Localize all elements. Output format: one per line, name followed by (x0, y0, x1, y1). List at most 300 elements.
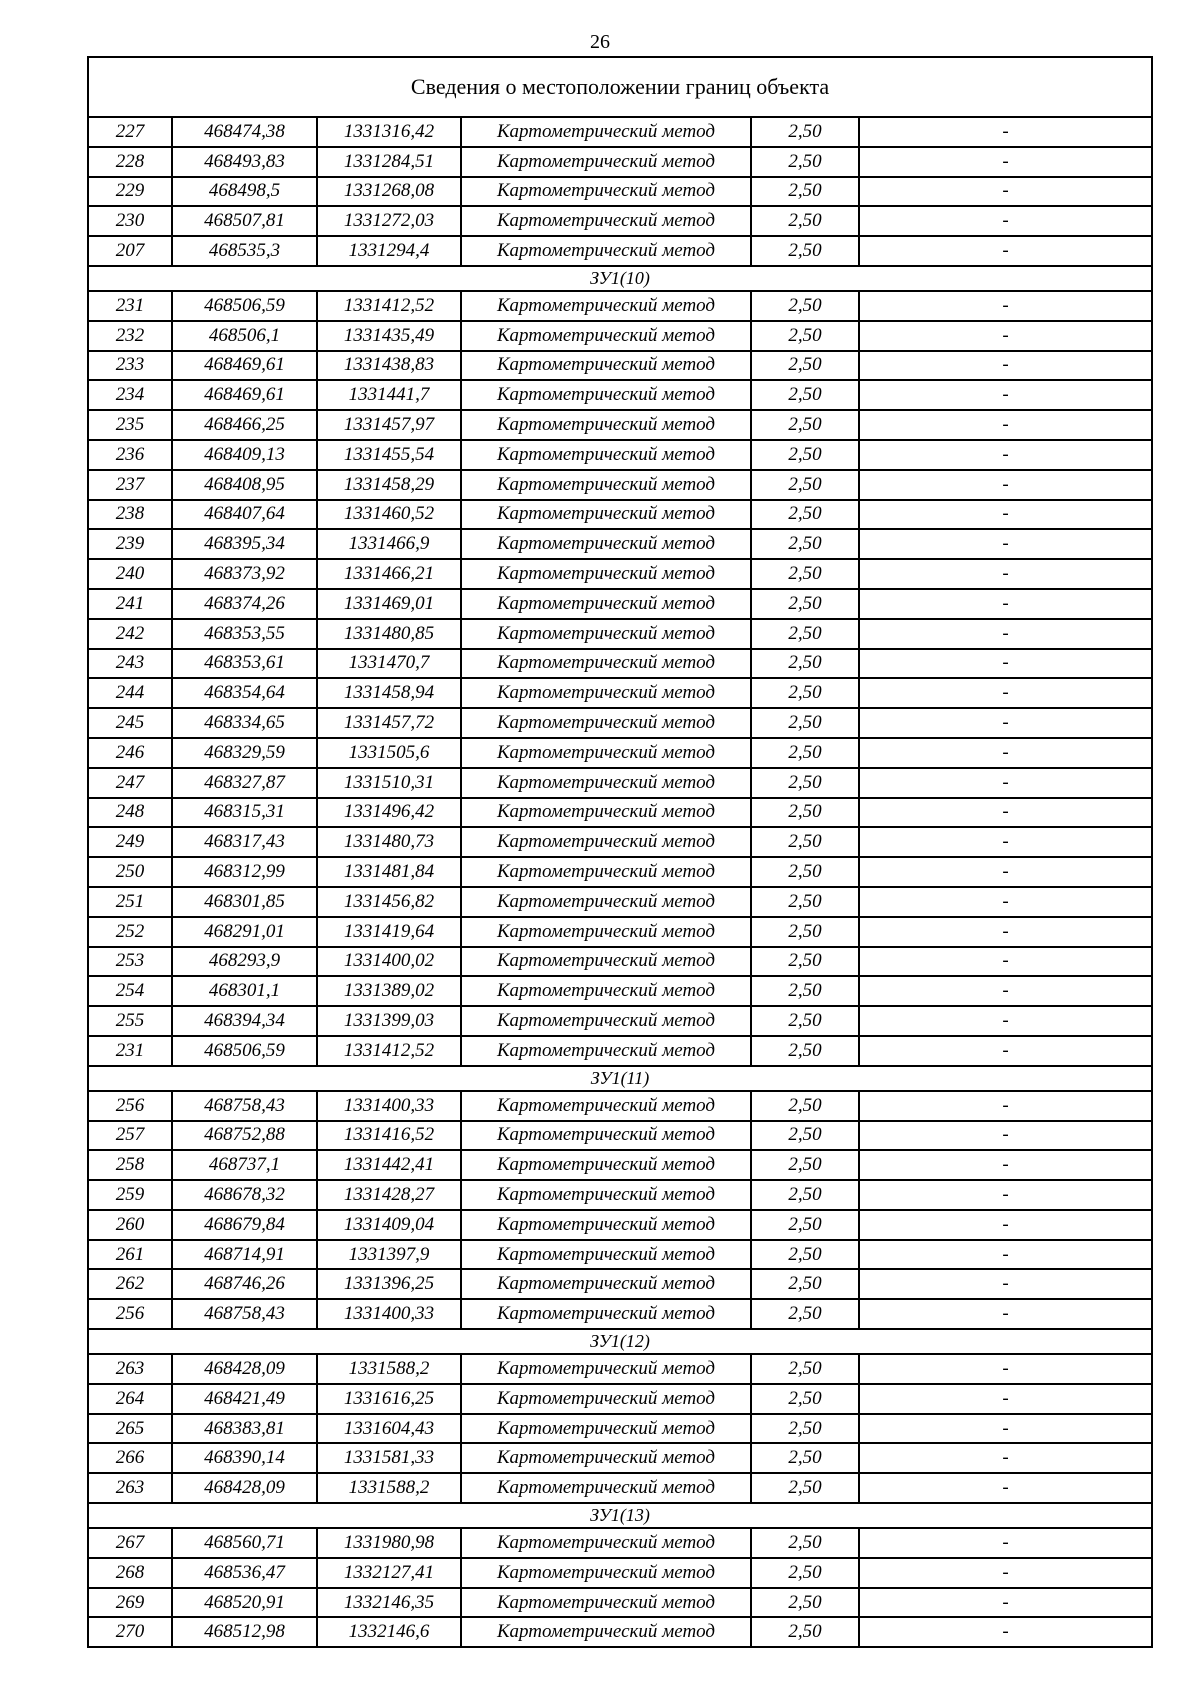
x-coordinate-cell: 468506,59 (172, 1036, 317, 1066)
x-coordinate-cell: 468758,43 (172, 1299, 317, 1329)
accuracy-cell: 2,50 (751, 887, 859, 917)
method-cell: Картометрический метод (461, 559, 751, 589)
method-cell: Картометрический метод (461, 619, 751, 649)
description-cell: - (859, 1210, 1152, 1240)
accuracy-cell: 2,50 (751, 1121, 859, 1151)
y-coordinate-cell: 1331397,9 (317, 1240, 461, 1270)
method-cell: Картометрический метод (461, 147, 751, 177)
section-label: ЗУ1(11) (88, 1066, 1152, 1091)
x-coordinate-cell: 468560,71 (172, 1528, 317, 1558)
description-cell: - (859, 1558, 1152, 1588)
table-row (88, 619, 1152, 649)
y-coordinate-cell: 1331980,98 (317, 1528, 461, 1558)
method-cell: Картометрический метод (461, 917, 751, 947)
table-row (88, 1354, 1152, 1384)
x-coordinate-cell: 468493,83 (172, 147, 317, 177)
method-cell: Картометрический метод (461, 1269, 751, 1299)
table-row (88, 798, 1152, 828)
method-cell: Картометрический метод (461, 1150, 751, 1180)
table-row (88, 559, 1152, 589)
description-cell: - (859, 236, 1152, 266)
point-number-cell: 263 (88, 1473, 172, 1503)
y-coordinate-cell: 1331400,33 (317, 1091, 461, 1121)
accuracy-cell: 2,50 (751, 917, 859, 947)
method-cell: Картометрический метод (461, 768, 751, 798)
method-cell: Картометрический метод (461, 291, 751, 321)
description-cell: - (859, 410, 1152, 440)
description-cell: - (859, 117, 1152, 147)
table-row (88, 827, 1152, 857)
table-row (88, 857, 1152, 887)
x-coordinate-cell: 468353,55 (172, 619, 317, 649)
description-cell: - (859, 1414, 1152, 1444)
accuracy-cell: 2,50 (751, 1091, 859, 1121)
method-cell: Картометрический метод (461, 1240, 751, 1270)
accuracy-cell: 2,50 (751, 291, 859, 321)
description-cell: - (859, 649, 1152, 679)
y-coordinate-cell: 1331457,72 (317, 708, 461, 738)
method-cell: Картометрический метод (461, 1091, 751, 1121)
point-number-cell: 230 (88, 206, 172, 236)
accuracy-cell: 2,50 (751, 470, 859, 500)
method-cell: Картометрический метод (461, 678, 751, 708)
table-row (88, 1150, 1152, 1180)
accuracy-cell: 2,50 (751, 649, 859, 679)
x-coordinate-cell: 468536,47 (172, 1558, 317, 1588)
x-coordinate-cell: 468390,14 (172, 1443, 317, 1473)
table-row (88, 529, 1152, 559)
point-number-cell: 238 (88, 500, 172, 530)
y-coordinate-cell: 1331316,42 (317, 117, 461, 147)
y-coordinate-cell: 1331458,29 (317, 470, 461, 500)
description-cell: - (859, 798, 1152, 828)
y-coordinate-cell: 1331456,82 (317, 887, 461, 917)
table-row (88, 1240, 1152, 1270)
y-coordinate-cell: 1331581,33 (317, 1443, 461, 1473)
x-coordinate-cell: 468301,85 (172, 887, 317, 917)
method-cell: Картометрический метод (461, 827, 751, 857)
y-coordinate-cell: 1331604,43 (317, 1414, 461, 1444)
description-cell: - (859, 1473, 1152, 1503)
point-number-cell: 240 (88, 559, 172, 589)
description-cell: - (859, 470, 1152, 500)
table-row (88, 1414, 1152, 1444)
table-row (88, 917, 1152, 947)
description-cell: - (859, 857, 1152, 887)
description-cell: - (859, 1150, 1152, 1180)
point-number-cell: 270 (88, 1617, 172, 1647)
point-number-cell: 266 (88, 1443, 172, 1473)
section-header-row (88, 266, 1152, 291)
description-cell: - (859, 1121, 1152, 1151)
description-cell: - (859, 947, 1152, 977)
y-coordinate-cell: 1331457,97 (317, 410, 461, 440)
x-coordinate-cell: 468327,87 (172, 768, 317, 798)
point-number-cell: 228 (88, 147, 172, 177)
accuracy-cell: 2,50 (751, 1588, 859, 1618)
table-row (88, 887, 1152, 917)
table-body (88, 57, 1152, 1647)
table-row (88, 589, 1152, 619)
method-cell: Картометрический метод (461, 1180, 751, 1210)
point-number-cell: 232 (88, 321, 172, 351)
table-title-row (88, 57, 1152, 117)
description-cell: - (859, 529, 1152, 559)
y-coordinate-cell: 1331466,21 (317, 559, 461, 589)
table-row (88, 1036, 1152, 1066)
y-coordinate-cell: 1331460,52 (317, 500, 461, 530)
x-coordinate-cell: 468374,26 (172, 589, 317, 619)
description-cell: - (859, 1091, 1152, 1121)
table-row (88, 1091, 1152, 1121)
method-cell: Картометрический метод (461, 589, 751, 619)
method-cell: Картометрический метод (461, 351, 751, 381)
table-row (88, 1006, 1152, 1036)
description-cell: - (859, 1006, 1152, 1036)
accuracy-cell: 2,50 (751, 798, 859, 828)
x-coordinate-cell: 468383,81 (172, 1414, 317, 1444)
table-row (88, 1473, 1152, 1503)
method-cell: Картометрический метод (461, 1210, 751, 1240)
description-cell: - (859, 619, 1152, 649)
y-coordinate-cell: 1331496,42 (317, 798, 461, 828)
y-coordinate-cell: 1331268,08 (317, 177, 461, 207)
description-cell: - (859, 1180, 1152, 1210)
description-cell: - (859, 1299, 1152, 1329)
point-number-cell: 260 (88, 1210, 172, 1240)
point-number-cell: 235 (88, 410, 172, 440)
section-header-row (88, 1329, 1152, 1354)
method-cell: Картометрический метод (461, 798, 751, 828)
accuracy-cell: 2,50 (751, 236, 859, 266)
accuracy-cell: 2,50 (751, 1558, 859, 1588)
x-coordinate-cell: 468428,09 (172, 1354, 317, 1384)
y-coordinate-cell: 1331481,84 (317, 857, 461, 887)
table-row (88, 380, 1152, 410)
point-number-cell: 259 (88, 1180, 172, 1210)
accuracy-cell: 2,50 (751, 351, 859, 381)
y-coordinate-cell: 1331616,25 (317, 1384, 461, 1414)
table-row (88, 708, 1152, 738)
description-cell: - (859, 708, 1152, 738)
accuracy-cell: 2,50 (751, 1269, 859, 1299)
x-coordinate-cell: 468408,95 (172, 470, 317, 500)
x-coordinate-cell: 468353,61 (172, 649, 317, 679)
y-coordinate-cell: 1331442,41 (317, 1150, 461, 1180)
accuracy-cell: 2,50 (751, 947, 859, 977)
accuracy-cell: 2,50 (751, 738, 859, 768)
description-cell: - (859, 177, 1152, 207)
table-title: Сведения о местоположении границ объекта (88, 57, 1152, 117)
description-cell: - (859, 768, 1152, 798)
table-row (88, 1528, 1152, 1558)
accuracy-cell: 2,50 (751, 1384, 859, 1414)
description-cell: - (859, 1528, 1152, 1558)
accuracy-cell: 2,50 (751, 206, 859, 236)
table-row (88, 1210, 1152, 1240)
description-cell: - (859, 351, 1152, 381)
x-coordinate-cell: 468469,61 (172, 351, 317, 381)
x-coordinate-cell: 468752,88 (172, 1121, 317, 1151)
section-label: ЗУ1(12) (88, 1329, 1152, 1354)
point-number-cell: 253 (88, 947, 172, 977)
point-number-cell: 251 (88, 887, 172, 917)
y-coordinate-cell: 1331400,02 (317, 947, 461, 977)
description-cell: - (859, 589, 1152, 619)
accuracy-cell: 2,50 (751, 619, 859, 649)
description-cell: - (859, 917, 1152, 947)
y-coordinate-cell: 1332127,41 (317, 1558, 461, 1588)
accuracy-cell: 2,50 (751, 827, 859, 857)
point-number-cell: 258 (88, 1150, 172, 1180)
method-cell: Картометрический метод (461, 649, 751, 679)
method-cell: Картометрический метод (461, 738, 751, 768)
description-cell: - (859, 1443, 1152, 1473)
table-row (88, 410, 1152, 440)
method-cell: Картометрический метод (461, 1558, 751, 1588)
page-number: 26 (590, 31, 610, 53)
method-cell: Картометрический метод (461, 440, 751, 470)
y-coordinate-cell: 1331389,02 (317, 976, 461, 1006)
table-row (88, 1588, 1152, 1618)
description-cell: - (859, 738, 1152, 768)
method-cell: Картометрический метод (461, 117, 751, 147)
method-cell: Картометрический метод (461, 1006, 751, 1036)
description-cell: - (859, 1588, 1152, 1618)
description-cell: - (859, 321, 1152, 351)
method-cell: Картометрический метод (461, 206, 751, 236)
x-coordinate-cell: 468758,43 (172, 1091, 317, 1121)
method-cell: Картометрический метод (461, 1384, 751, 1414)
accuracy-cell: 2,50 (751, 1299, 859, 1329)
section-header-row (88, 1503, 1152, 1528)
point-number-cell: 236 (88, 440, 172, 470)
point-number-cell: 265 (88, 1414, 172, 1444)
table-row (88, 351, 1152, 381)
table-row (88, 1558, 1152, 1588)
point-number-cell: 239 (88, 529, 172, 559)
point-number-cell: 252 (88, 917, 172, 947)
y-coordinate-cell: 1331400,33 (317, 1299, 461, 1329)
accuracy-cell: 2,50 (751, 440, 859, 470)
table-row (88, 206, 1152, 236)
method-cell: Картометрический метод (461, 321, 751, 351)
y-coordinate-cell: 1331588,2 (317, 1473, 461, 1503)
y-coordinate-cell: 1331510,31 (317, 768, 461, 798)
accuracy-cell: 2,50 (751, 857, 859, 887)
method-cell: Картометрический метод (461, 1588, 751, 1618)
description-cell: - (859, 1240, 1152, 1270)
x-coordinate-cell: 468421,49 (172, 1384, 317, 1414)
table-row (88, 768, 1152, 798)
description-cell: - (859, 1617, 1152, 1647)
accuracy-cell: 2,50 (751, 117, 859, 147)
description-cell: - (859, 147, 1152, 177)
point-number-cell: 268 (88, 1558, 172, 1588)
point-number-cell: 246 (88, 738, 172, 768)
table-row (88, 678, 1152, 708)
accuracy-cell: 2,50 (751, 559, 859, 589)
description-cell: - (859, 1384, 1152, 1414)
boundary-table (87, 56, 1153, 1648)
point-number-cell: 233 (88, 351, 172, 381)
table-row (88, 738, 1152, 768)
description-cell: - (859, 827, 1152, 857)
table-row (88, 1299, 1152, 1329)
table-row (88, 1617, 1152, 1647)
point-number-cell: 242 (88, 619, 172, 649)
table-row (88, 1180, 1152, 1210)
y-coordinate-cell: 1331294,4 (317, 236, 461, 266)
table-row (88, 291, 1152, 321)
method-cell: Картометрический метод (461, 470, 751, 500)
x-coordinate-cell: 468394,34 (172, 1006, 317, 1036)
y-coordinate-cell: 1331272,03 (317, 206, 461, 236)
y-coordinate-cell: 1331419,64 (317, 917, 461, 947)
y-coordinate-cell: 1331455,54 (317, 440, 461, 470)
accuracy-cell: 2,50 (751, 1443, 859, 1473)
accuracy-cell: 2,50 (751, 321, 859, 351)
accuracy-cell: 2,50 (751, 1180, 859, 1210)
method-cell: Картометрический метод (461, 1443, 751, 1473)
accuracy-cell: 2,50 (751, 177, 859, 207)
point-number-cell: 263 (88, 1354, 172, 1384)
accuracy-cell: 2,50 (751, 1617, 859, 1647)
point-number-cell: 244 (88, 678, 172, 708)
x-coordinate-cell: 468317,43 (172, 827, 317, 857)
point-number-cell: 256 (88, 1299, 172, 1329)
point-number-cell: 269 (88, 1588, 172, 1618)
method-cell: Картометрический метод (461, 1617, 751, 1647)
x-coordinate-cell: 468474,38 (172, 117, 317, 147)
x-coordinate-cell: 468498,5 (172, 177, 317, 207)
description-cell: - (859, 291, 1152, 321)
y-coordinate-cell: 1331399,03 (317, 1006, 461, 1036)
x-coordinate-cell: 468679,84 (172, 1210, 317, 1240)
method-cell: Картометрический метод (461, 1299, 751, 1329)
x-coordinate-cell: 468301,1 (172, 976, 317, 1006)
description-cell: - (859, 1269, 1152, 1299)
accuracy-cell: 2,50 (751, 1528, 859, 1558)
x-coordinate-cell: 468506,59 (172, 291, 317, 321)
point-number-cell: 255 (88, 1006, 172, 1036)
point-number-cell: 264 (88, 1384, 172, 1414)
accuracy-cell: 2,50 (751, 1036, 859, 1066)
accuracy-cell: 2,50 (751, 529, 859, 559)
x-coordinate-cell: 468312,99 (172, 857, 317, 887)
point-number-cell: 250 (88, 857, 172, 887)
point-number-cell: 245 (88, 708, 172, 738)
description-cell: - (859, 678, 1152, 708)
x-coordinate-cell: 468329,59 (172, 738, 317, 768)
description-cell: - (859, 1354, 1152, 1384)
point-number-cell: 231 (88, 1036, 172, 1066)
accuracy-cell: 2,50 (751, 976, 859, 1006)
y-coordinate-cell: 1331466,9 (317, 529, 461, 559)
point-number-cell: 254 (88, 976, 172, 1006)
x-coordinate-cell: 468291,01 (172, 917, 317, 947)
y-coordinate-cell: 1331412,52 (317, 1036, 461, 1066)
y-coordinate-cell: 1331428,27 (317, 1180, 461, 1210)
y-coordinate-cell: 1332146,6 (317, 1617, 461, 1647)
y-coordinate-cell: 1331480,85 (317, 619, 461, 649)
point-number-cell: 237 (88, 470, 172, 500)
description-cell: - (859, 206, 1152, 236)
method-cell: Картометрический метод (461, 1473, 751, 1503)
method-cell: Картометрический метод (461, 857, 751, 887)
method-cell: Картометрический метод (461, 1354, 751, 1384)
y-coordinate-cell: 1331438,83 (317, 351, 461, 381)
x-coordinate-cell: 468512,98 (172, 1617, 317, 1647)
method-cell: Картометрический метод (461, 947, 751, 977)
x-coordinate-cell: 468746,26 (172, 1269, 317, 1299)
accuracy-cell: 2,50 (751, 380, 859, 410)
point-number-cell: 227 (88, 117, 172, 147)
table-row (88, 470, 1152, 500)
table-row (88, 947, 1152, 977)
description-cell: - (859, 500, 1152, 530)
accuracy-cell: 2,50 (751, 1240, 859, 1270)
table-row (88, 500, 1152, 530)
x-coordinate-cell: 468407,64 (172, 500, 317, 530)
y-coordinate-cell: 1331480,73 (317, 827, 461, 857)
table-row (88, 1443, 1152, 1473)
accuracy-cell: 2,50 (751, 1473, 859, 1503)
method-cell: Картометрический метод (461, 500, 751, 530)
table-row (88, 236, 1152, 266)
point-number-cell: 241 (88, 589, 172, 619)
method-cell: Картометрический метод (461, 887, 751, 917)
accuracy-cell: 2,50 (751, 768, 859, 798)
x-coordinate-cell: 468428,09 (172, 1473, 317, 1503)
description-cell: - (859, 440, 1152, 470)
method-cell: Картометрический метод (461, 177, 751, 207)
method-cell: Картометрический метод (461, 976, 751, 1006)
table-row (88, 147, 1152, 177)
accuracy-cell: 2,50 (751, 1006, 859, 1036)
x-coordinate-cell: 468678,32 (172, 1180, 317, 1210)
accuracy-cell: 2,50 (751, 589, 859, 619)
x-coordinate-cell: 468506,1 (172, 321, 317, 351)
point-number-cell: 234 (88, 380, 172, 410)
y-coordinate-cell: 1331435,49 (317, 321, 461, 351)
x-coordinate-cell: 468520,91 (172, 1588, 317, 1618)
point-number-cell: 256 (88, 1091, 172, 1121)
accuracy-cell: 2,50 (751, 1414, 859, 1444)
table-row (88, 117, 1152, 147)
x-coordinate-cell: 468507,81 (172, 206, 317, 236)
point-number-cell: 262 (88, 1269, 172, 1299)
x-coordinate-cell: 468466,25 (172, 410, 317, 440)
x-coordinate-cell: 468469,61 (172, 380, 317, 410)
method-cell: Картометрический метод (461, 708, 751, 738)
y-coordinate-cell: 1331469,01 (317, 589, 461, 619)
x-coordinate-cell: 468409,13 (172, 440, 317, 470)
x-coordinate-cell: 468714,91 (172, 1240, 317, 1270)
point-number-cell: 267 (88, 1528, 172, 1558)
section-header-row (88, 1066, 1152, 1091)
table-row (88, 1121, 1152, 1151)
method-cell: Картометрический метод (461, 529, 751, 559)
table-row (88, 976, 1152, 1006)
x-coordinate-cell: 468315,31 (172, 798, 317, 828)
method-cell: Картометрический метод (461, 1121, 751, 1151)
x-coordinate-cell: 468737,1 (172, 1150, 317, 1180)
y-coordinate-cell: 1331412,52 (317, 291, 461, 321)
table-row (88, 440, 1152, 470)
x-coordinate-cell: 468373,92 (172, 559, 317, 589)
point-number-cell: 248 (88, 798, 172, 828)
